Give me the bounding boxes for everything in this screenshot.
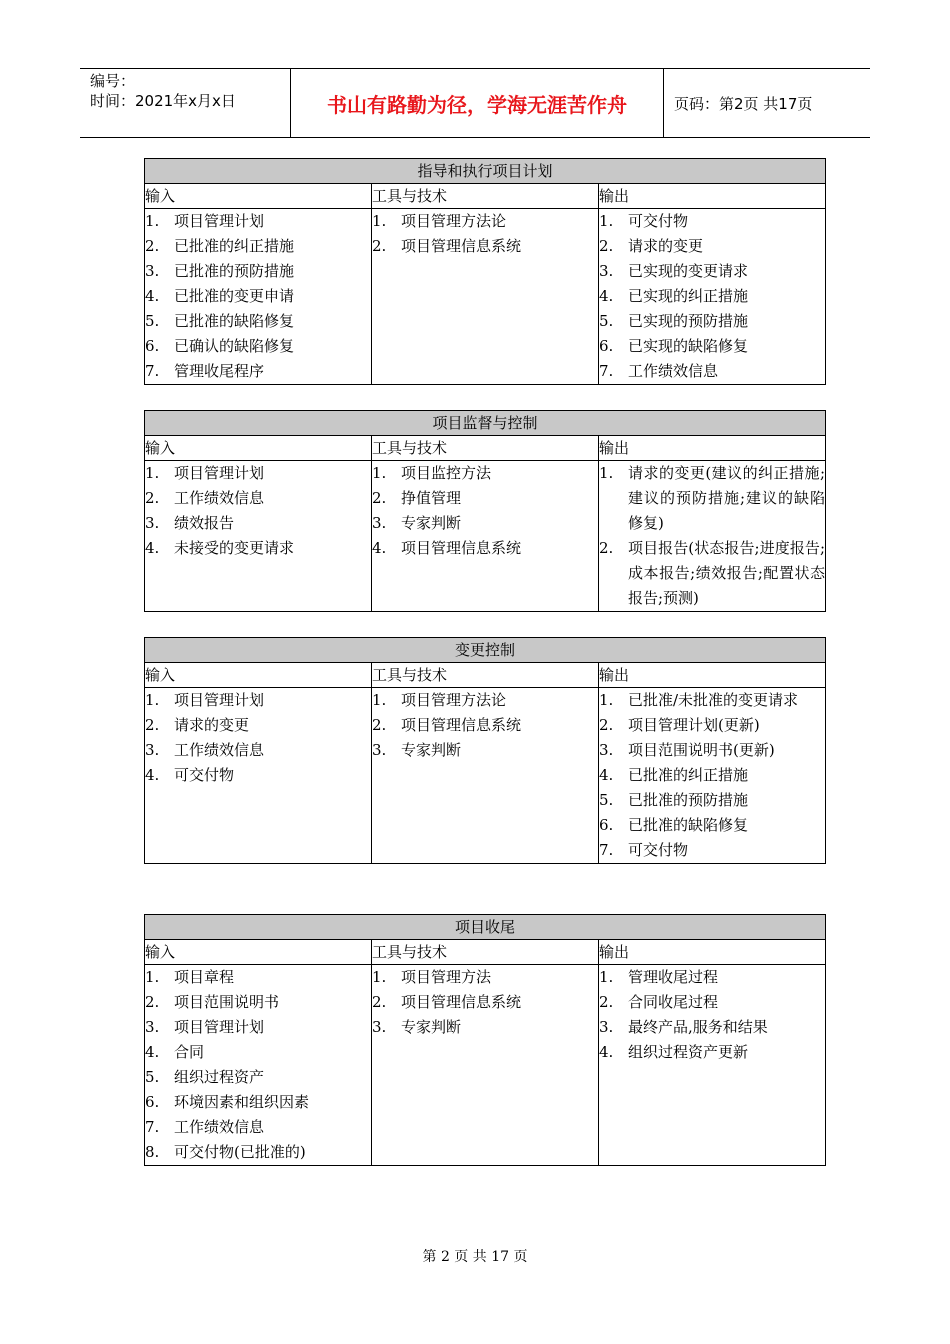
item-text: 项目管理方法 bbox=[401, 968, 492, 986]
item-text: 环境因素和组织因素 bbox=[174, 1093, 310, 1111]
list-item bbox=[599, 461, 825, 536]
col-header-input: 输入 bbox=[145, 940, 372, 965]
item-number: 2. bbox=[145, 237, 160, 255]
list-item bbox=[145, 234, 371, 259]
item-number: 6. bbox=[145, 1093, 160, 1111]
item-text: 项目管理信息系统 bbox=[401, 993, 522, 1011]
item-text: 项目范围说明书 bbox=[174, 993, 280, 1011]
item-text: 已批准的缺陷修复 bbox=[628, 816, 749, 834]
item-number: 3. bbox=[145, 514, 160, 532]
item-text: 项目管理方法论 bbox=[401, 212, 507, 230]
item-number: 5. bbox=[145, 1068, 160, 1086]
item-text: 可交付物 bbox=[174, 766, 235, 784]
col-header-tools: 工具与技术 bbox=[372, 184, 599, 209]
list-item bbox=[145, 1015, 371, 1040]
list-item bbox=[145, 688, 371, 713]
item-number: 7. bbox=[599, 841, 614, 859]
item-number: 2. bbox=[599, 716, 614, 734]
item-text: 项目管理计划 bbox=[174, 212, 265, 230]
list-item bbox=[145, 1090, 371, 1115]
item-number: 2. bbox=[372, 489, 387, 507]
item-number: 2. bbox=[145, 993, 160, 1011]
table-row bbox=[145, 688, 826, 864]
item-number: 3. bbox=[599, 1018, 614, 1036]
list-item bbox=[145, 486, 371, 511]
item-number: 1. bbox=[372, 464, 387, 482]
item-text: 已批准的预防措施 bbox=[174, 262, 295, 280]
item-text: 已批准的变更申请 bbox=[174, 287, 295, 305]
input-list bbox=[145, 688, 372, 864]
list-item bbox=[599, 788, 825, 813]
list-item bbox=[145, 1065, 371, 1090]
list-item bbox=[372, 713, 598, 738]
process-table bbox=[144, 914, 826, 1166]
list-item bbox=[599, 259, 825, 284]
item-number: 3. bbox=[145, 262, 160, 280]
item-text: 已实现的变更请求 bbox=[628, 262, 749, 280]
item-number: 1. bbox=[599, 212, 614, 230]
header-meta bbox=[80, 69, 291, 137]
item-text: 工作绩效信息 bbox=[174, 1118, 265, 1136]
item-number: 1. bbox=[145, 212, 160, 230]
item-text: 管理收尾程序 bbox=[174, 362, 265, 380]
list-item bbox=[145, 309, 371, 334]
item-text: 已实现的纠正措施 bbox=[628, 287, 749, 305]
item-number: 3. bbox=[372, 741, 387, 759]
list-item bbox=[145, 990, 371, 1015]
item-number: 7. bbox=[145, 362, 160, 380]
list-item bbox=[145, 461, 371, 486]
list-item bbox=[599, 1040, 825, 1065]
table-row bbox=[145, 965, 826, 1166]
item-number: 1. bbox=[372, 212, 387, 230]
item-text: 挣值管理 bbox=[401, 489, 462, 507]
item-text: 组织过程资产更新 bbox=[628, 1043, 749, 1061]
list-item bbox=[372, 234, 598, 259]
item-text: 未接受的变更请求 bbox=[174, 539, 295, 557]
item-number: 1. bbox=[599, 464, 614, 482]
list-item bbox=[599, 334, 825, 359]
item-number: 3. bbox=[599, 262, 614, 280]
item-number: 8. bbox=[145, 1143, 160, 1161]
item-text: 可交付物 bbox=[628, 841, 689, 859]
item-text: 项目范围说明书(更新) bbox=[628, 741, 775, 759]
item-number: 2. bbox=[599, 539, 614, 557]
list-item bbox=[145, 738, 371, 763]
list-item bbox=[145, 1115, 371, 1140]
item-number: 4. bbox=[145, 287, 160, 305]
list-item bbox=[372, 1015, 598, 1040]
item-text: 专家判断 bbox=[401, 1018, 462, 1036]
item-number: 6. bbox=[599, 816, 614, 834]
process-table bbox=[144, 158, 826, 385]
output-list bbox=[599, 209, 826, 385]
item-text: 管理收尾过程 bbox=[628, 968, 719, 986]
item-number: 2. bbox=[145, 716, 160, 734]
item-text: 工作绩效信息 bbox=[628, 362, 719, 380]
item-text: 已批准/未批准的变更请求 bbox=[628, 691, 799, 709]
item-number: 3. bbox=[372, 1018, 387, 1036]
item-number: 3. bbox=[145, 741, 160, 759]
page-header bbox=[80, 68, 870, 138]
list-item bbox=[372, 990, 598, 1015]
process-table bbox=[144, 410, 826, 612]
list-item bbox=[599, 990, 825, 1015]
item-text: 已批准的缺陷修复 bbox=[174, 312, 295, 330]
list-item bbox=[599, 713, 825, 738]
item-text: 绩效报告 bbox=[174, 514, 235, 532]
item-number: 3. bbox=[599, 741, 614, 759]
item-number: 3. bbox=[145, 1018, 160, 1036]
tools-list bbox=[372, 209, 599, 385]
list-item bbox=[145, 334, 371, 359]
item-text: 项目管理计划 bbox=[174, 691, 265, 709]
time-label: 时间：2021年x月x日 bbox=[90, 92, 236, 110]
list-item bbox=[599, 234, 825, 259]
item-text: 已批准的预防措施 bbox=[628, 791, 749, 809]
item-text: 已实现的缺陷修复 bbox=[628, 337, 749, 355]
col-header-output: 输出 bbox=[599, 184, 826, 209]
item-number: 4. bbox=[145, 1043, 160, 1061]
item-text: 工作绩效信息 bbox=[174, 489, 265, 507]
item-number: 4. bbox=[145, 539, 160, 557]
list-item bbox=[372, 209, 598, 234]
item-text: 最终产品,服务和结果 bbox=[628, 1018, 768, 1036]
list-item bbox=[599, 284, 825, 309]
list-item bbox=[599, 1015, 825, 1040]
list-item bbox=[599, 209, 825, 234]
list-item bbox=[145, 209, 371, 234]
item-text: 专家判断 bbox=[401, 741, 462, 759]
item-number: 4. bbox=[599, 766, 614, 784]
item-number: 5. bbox=[599, 312, 614, 330]
list-item bbox=[145, 1140, 371, 1165]
output-list bbox=[599, 965, 826, 1166]
list-item bbox=[599, 688, 825, 713]
tools-list bbox=[372, 688, 599, 864]
item-text: 专家判断 bbox=[401, 514, 462, 532]
table-row bbox=[145, 209, 826, 385]
item-number: 4. bbox=[372, 539, 387, 557]
page-footer: 第 2 页 共 17 页 bbox=[422, 1249, 528, 1265]
item-text: 项目管理计划 bbox=[174, 464, 265, 482]
page-info: 页码：第2页 共17页 bbox=[674, 94, 813, 113]
output-list bbox=[599, 461, 826, 612]
col-header-output: 输出 bbox=[599, 663, 826, 688]
col-header-input: 输入 bbox=[145, 663, 372, 688]
item-number: 2. bbox=[145, 489, 160, 507]
item-number: 6. bbox=[145, 337, 160, 355]
list-item bbox=[145, 536, 371, 561]
list-item bbox=[372, 461, 598, 486]
tools-list bbox=[372, 965, 599, 1166]
list-item bbox=[599, 738, 825, 763]
item-text: 项目管理方法论 bbox=[401, 691, 507, 709]
item-number: 2. bbox=[372, 716, 387, 734]
item-text: 合同 bbox=[174, 1043, 205, 1061]
item-number: 4. bbox=[599, 1043, 614, 1061]
item-text: 项目报告(状态报告;进度报告;成本报告;绩效报告;配置状态报告;预测) bbox=[628, 539, 826, 607]
process-table bbox=[144, 637, 826, 864]
table-row bbox=[145, 461, 826, 612]
item-number: 5. bbox=[599, 791, 614, 809]
table-title: 指导和执行项目计划 bbox=[145, 159, 826, 184]
item-text: 已实现的预防措施 bbox=[628, 312, 749, 330]
list-item bbox=[145, 284, 371, 309]
item-text: 可交付物(已批准的) bbox=[174, 1143, 306, 1161]
item-text: 合同收尾过程 bbox=[628, 993, 719, 1011]
list-item bbox=[372, 688, 598, 713]
col-header-tools: 工具与技术 bbox=[372, 663, 599, 688]
item-number: 7. bbox=[145, 1118, 160, 1136]
item-number: 1. bbox=[599, 968, 614, 986]
item-number: 4. bbox=[599, 287, 614, 305]
item-number: 1. bbox=[145, 691, 160, 709]
item-number: 2. bbox=[599, 237, 614, 255]
list-item bbox=[599, 309, 825, 334]
list-item bbox=[372, 536, 598, 561]
item-number: 2. bbox=[599, 993, 614, 1011]
item-number: 7. bbox=[599, 362, 614, 380]
item-text: 可交付物 bbox=[628, 212, 689, 230]
item-number: 1. bbox=[145, 968, 160, 986]
col-header-input: 输入 bbox=[145, 436, 372, 461]
list-item bbox=[599, 965, 825, 990]
item-text: 已批准的纠正措施 bbox=[174, 237, 295, 255]
table-title: 变更控制 bbox=[145, 638, 826, 663]
item-text: 已确认的缺陷修复 bbox=[174, 337, 295, 355]
item-text: 项目管理计划 bbox=[174, 1018, 265, 1036]
item-text: 请求的变更(建议的纠正措施;建议的预防措施;建议的缺陷修复) bbox=[628, 464, 826, 532]
list-item bbox=[372, 511, 598, 536]
item-text: 请求的变更 bbox=[174, 716, 250, 734]
item-text: 请求的变更 bbox=[628, 237, 704, 255]
item-number: 1. bbox=[372, 968, 387, 986]
list-item bbox=[145, 1040, 371, 1065]
item-number: 5. bbox=[145, 312, 160, 330]
col-header-output: 输出 bbox=[599, 940, 826, 965]
col-header-tools: 工具与技术 bbox=[372, 940, 599, 965]
list-item bbox=[599, 763, 825, 788]
item-number: 4. bbox=[145, 766, 160, 784]
list-item bbox=[372, 486, 598, 511]
item-text: 组织过程资产 bbox=[174, 1068, 265, 1086]
col-header-tools: 工具与技术 bbox=[372, 436, 599, 461]
list-item bbox=[599, 838, 825, 863]
item-text: 工作绩效信息 bbox=[174, 741, 265, 759]
col-header-output: 输出 bbox=[599, 436, 826, 461]
list-item bbox=[372, 965, 598, 990]
item-number: 2. bbox=[372, 237, 387, 255]
item-text: 项目管理计划(更新) bbox=[628, 716, 760, 734]
item-number: 1. bbox=[599, 691, 614, 709]
item-number: 6. bbox=[599, 337, 614, 355]
list-item bbox=[145, 965, 371, 990]
list-item bbox=[145, 259, 371, 284]
tools-list bbox=[372, 461, 599, 612]
list-item bbox=[145, 511, 371, 536]
input-list bbox=[145, 461, 372, 612]
motto: 书山有路勤为径，学海无涯苦作舟 bbox=[291, 69, 664, 137]
input-list bbox=[145, 965, 372, 1166]
list-item bbox=[145, 713, 371, 738]
list-item bbox=[599, 536, 825, 611]
serial-label: 编号： bbox=[90, 72, 136, 90]
item-number: 1. bbox=[145, 464, 160, 482]
item-text: 项目章程 bbox=[174, 968, 235, 986]
table-title: 项目监督与控制 bbox=[145, 411, 826, 436]
list-item bbox=[599, 813, 825, 838]
item-text: 项目管理信息系统 bbox=[401, 539, 522, 557]
table-title: 项目收尾 bbox=[145, 915, 826, 940]
list-item bbox=[599, 359, 825, 384]
item-number: 1. bbox=[372, 691, 387, 709]
item-text: 已批准的纠正措施 bbox=[628, 766, 749, 784]
item-number: 3. bbox=[372, 514, 387, 532]
list-item bbox=[145, 763, 371, 788]
list-item bbox=[372, 738, 598, 763]
item-text: 项目管理信息系统 bbox=[401, 237, 522, 255]
list-item bbox=[145, 359, 371, 384]
output-list bbox=[599, 688, 826, 864]
item-text: 项目管理信息系统 bbox=[401, 716, 522, 734]
item-text: 项目监控方法 bbox=[401, 464, 492, 482]
item-number: 2. bbox=[372, 993, 387, 1011]
input-list bbox=[145, 209, 372, 385]
col-header-input: 输入 bbox=[145, 184, 372, 209]
